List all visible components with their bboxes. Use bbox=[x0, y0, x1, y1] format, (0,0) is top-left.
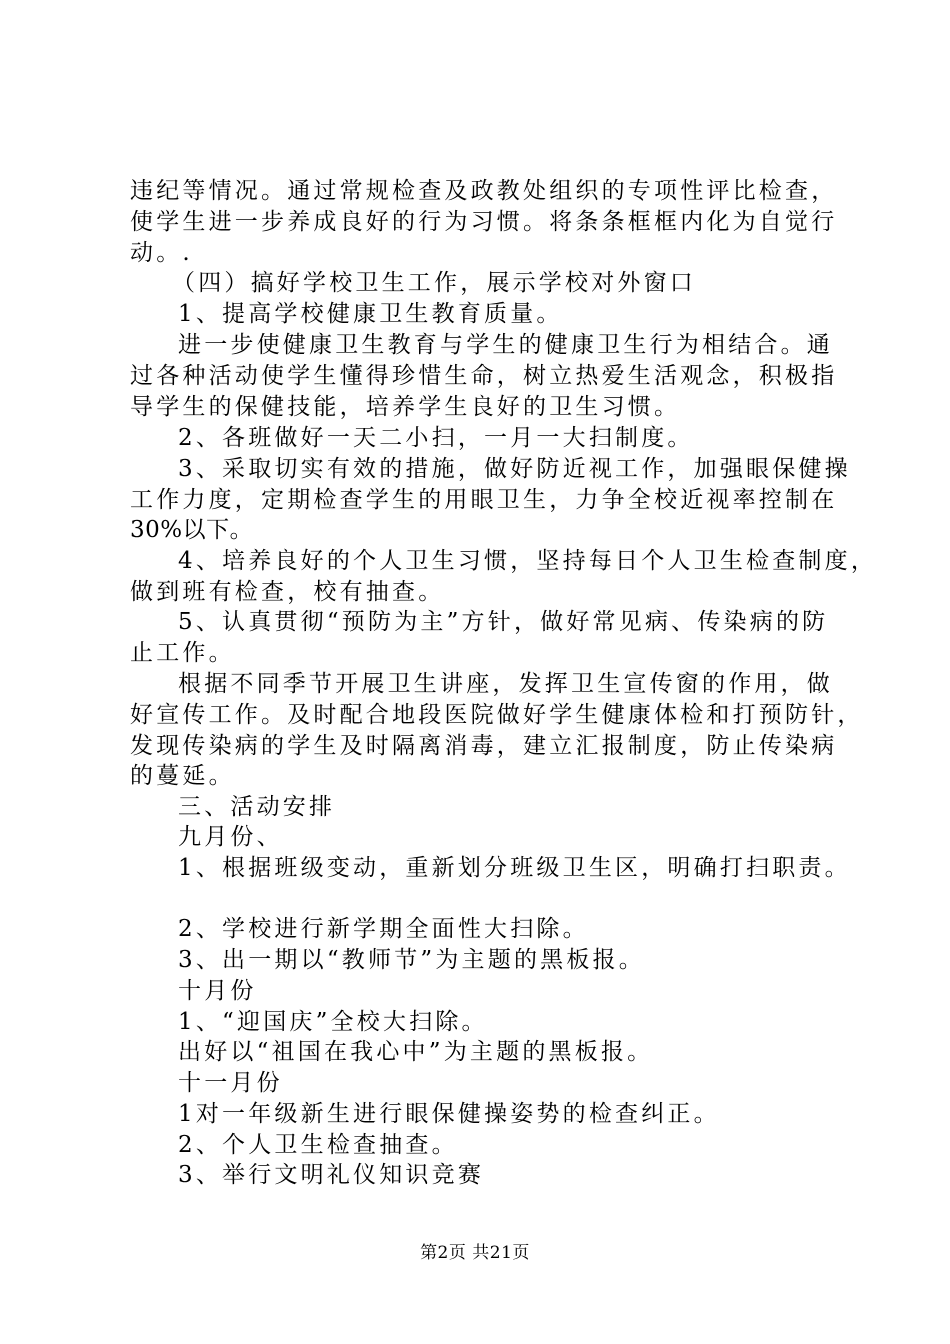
text-line: 好宣传工作。及时配合地段医院做好学生健康体检和打预防针， bbox=[130, 702, 864, 728]
month-heading: 十月份 bbox=[178, 978, 257, 1004]
text-line: 30%以下。 bbox=[130, 517, 254, 543]
section-heading: 三、活动安排 bbox=[178, 794, 336, 820]
list-item: 3、举行文明礼仪知识竞赛 bbox=[178, 1162, 485, 1188]
text-line: 进一步使健康卫生教育与学生的健康卫生行为相结合。通 bbox=[178, 332, 833, 358]
text-line: 导学生的保健技能，培养学生良好的卫生习惯。 bbox=[130, 394, 681, 420]
text-line: 工作力度，定期检查学生的用眼卫生，力争全校近视率控制在 bbox=[130, 487, 838, 513]
list-item: 1、根据班级变动，重新划分班级卫生区，明确打扫职责。 bbox=[178, 855, 851, 881]
text-line: 使学生进一步养成良好的行为习惯。将条条框框内化为自觉行 bbox=[130, 209, 838, 235]
text-line: 根据不同季节开展卫生讲座，发挥卫生宣传窗的作用，做 bbox=[178, 671, 833, 697]
list-item: 2、学校进行新学期全面性大扫除。 bbox=[178, 916, 589, 942]
page-indicator: 第2页 共21页 bbox=[420, 1243, 530, 1263]
text-line: 违纪等情况。通过常规检查及政教处组织的专项性评比检查， bbox=[130, 178, 838, 204]
month-heading: 九月份、 bbox=[178, 824, 283, 850]
list-item: 3、出一期以“教师节”为主题的黑板报。 bbox=[178, 947, 645, 973]
text-line: 5、认真贯彻“预防为主”方针，做好常见病、传染病的防 bbox=[178, 609, 829, 635]
text-line: 2、各班做好一天二小扫，一月一大扫制度。 bbox=[178, 425, 694, 451]
section-heading: （四）搞好学校卫生工作，展示学校对外窗口 bbox=[172, 270, 696, 296]
text-line: 发现传染病的学生及时隔离消毒，建立汇报制度，防止传染病 bbox=[130, 733, 838, 759]
text-line: 过各种活动使学生懂得珍惜生命，树立热爱生活观念，积极指 bbox=[130, 363, 838, 389]
text-line: 动。. bbox=[130, 240, 193, 266]
text-line: 做到班有检查，校有抽查。 bbox=[130, 579, 445, 605]
list-item: 1、“迎国庆”全校大扫除。 bbox=[178, 1009, 488, 1035]
list-item: 2、个人卫生检查抽查。 bbox=[178, 1132, 458, 1158]
text-line: 4、培养良好的个人卫生习惯，坚持每日个人卫生检查制度， bbox=[178, 548, 878, 574]
text-line: 的蔓延。 bbox=[130, 763, 235, 789]
list-item: 出好以“祖国在我心中”为主题的黑板报。 bbox=[178, 1039, 654, 1065]
text-line: 3、采取切实有效的措施，做好防近视工作，加强眼保健操 bbox=[178, 456, 851, 482]
text-line: 1、提高学校健康卫生教育质量。 bbox=[178, 301, 563, 327]
month-heading: 十一月份 bbox=[178, 1070, 283, 1096]
text-line: 止工作。 bbox=[130, 640, 235, 666]
list-item: 1对一年级新生进行眼保健操姿势的检查纠正。 bbox=[178, 1101, 720, 1127]
